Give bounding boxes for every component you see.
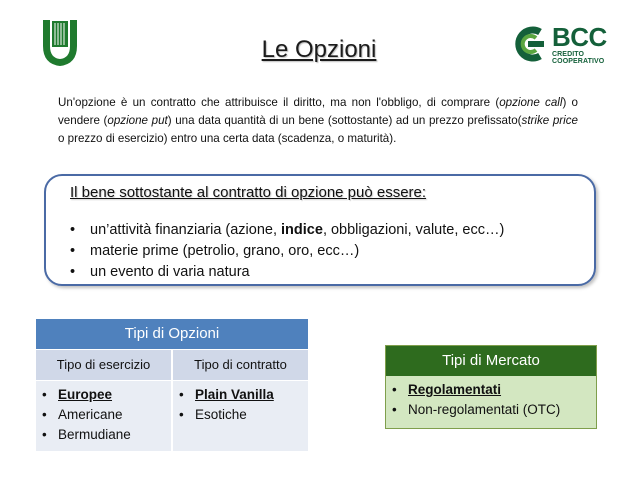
intro-paragraph — [58, 94, 578, 148]
item-text: Bermudiane — [58, 427, 131, 442]
options-table-title: Tipi di Opzioni — [36, 319, 308, 349]
bcc-logo-subtext: CREDITO COOPERATIVO — [552, 51, 605, 65]
underlying-list — [70, 220, 504, 283]
intro-text-2: ) o vendere ( — [58, 96, 579, 127]
market-types-table — [385, 345, 597, 429]
item-text: materie prime (petrolio, grano, oro, ecc…) — [90, 243, 360, 259]
underlying-title: Il bene sottostante al contratto di opzione può essere: — [70, 184, 427, 201]
list-item — [42, 425, 171, 445]
options-table-header-row — [36, 349, 308, 380]
item-text: , obbligazioni, valute, ecc…) — [322, 222, 505, 238]
list-item — [179, 405, 308, 425]
intro-text-1: Un'opzione è un contratto che attribuisce il diritto, ma non l'obbligo, di comprare ( — [58, 96, 500, 109]
item-text: Plain Vanilla — [195, 387, 274, 402]
exercise-column — [36, 381, 173, 451]
bullet-icon: • — [42, 387, 47, 402]
underlying-box — [44, 174, 596, 286]
list-item — [392, 400, 596, 420]
bullet-icon: • — [179, 407, 184, 422]
bullet-icon: • — [70, 264, 76, 280]
bullet-icon: • — [42, 407, 47, 422]
bcc-logo-text: BCC — [552, 22, 607, 52]
item-text: Europee — [58, 387, 113, 402]
intro-text-3: ) una data quantità di un bene (sottostante) ad un prezzo prefissato( — [167, 114, 522, 127]
bullet-icon: • — [179, 387, 184, 402]
bullet-icon: • — [392, 382, 397, 397]
list-item — [392, 380, 596, 400]
item-text: un evento di varia natura — [90, 264, 250, 280]
intro-put: opzione put — [107, 114, 168, 127]
intro-call: opzione call — [499, 96, 563, 109]
column-header-contract: Tipo di contratto — [194, 357, 287, 372]
list-item — [70, 262, 504, 283]
intro-text-4: o prezzo di esercizio) entro una certa data (scadenza, o maturità). — [58, 132, 397, 145]
item-bold: indice — [281, 222, 323, 238]
item-text: Americane — [58, 407, 123, 422]
options-table-body — [36, 380, 308, 451]
market-table-body — [386, 376, 596, 428]
bullet-icon: • — [70, 222, 76, 238]
intro-strike: strike price — [521, 114, 578, 127]
page-title: Le Opzioni — [261, 36, 377, 63]
item-text: Esotiche — [195, 407, 247, 422]
column-header-exercise: Tipo di esercizio — [36, 350, 173, 380]
item-text: Non-regolamentati (OTC) — [408, 402, 561, 417]
contract-column — [173, 381, 308, 451]
list-item — [179, 385, 308, 405]
list-item — [42, 385, 171, 405]
list-item — [70, 220, 504, 241]
bullet-icon: • — [392, 402, 397, 417]
list-item — [70, 241, 504, 262]
bullet-icon: • — [42, 427, 47, 442]
options-types-table — [36, 319, 308, 451]
item-text: Regolamentati — [408, 382, 502, 397]
bullet-icon: • — [70, 243, 76, 259]
market-table-title: Tipi di Mercato — [386, 346, 596, 376]
item-text: un’attività finanziaria (azione, — [90, 222, 282, 238]
list-item — [42, 405, 171, 425]
